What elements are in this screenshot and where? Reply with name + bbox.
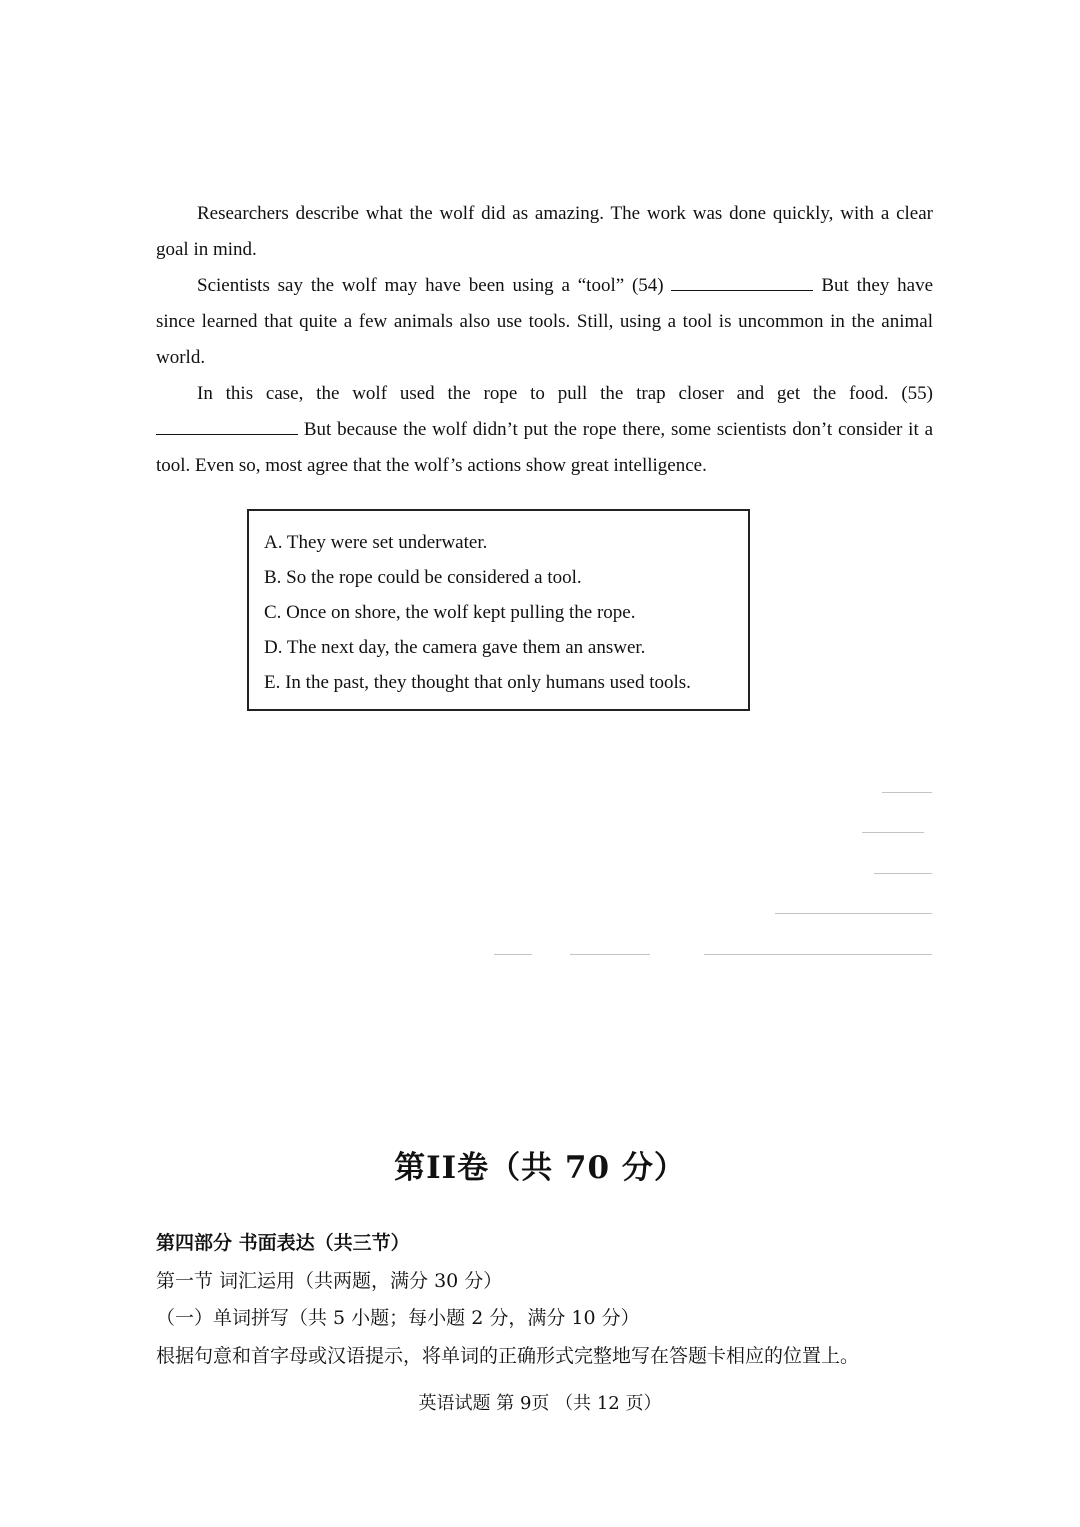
paragraph-1 [156,196,933,268]
option-c: C. Once on shore, the wolf kept pulling the rope. [264,602,636,623]
part-heading: 第四部分 书面表达（共三节） [156,1232,410,1254]
subsection-heading: 第一节 词汇运用（共两题，满分 30 分） [156,1270,503,1292]
paragraph-2-text-after: But they have since learned that quite a few animals also use tools. Still, using a tool is uncommon in the animal world. [156,275,934,368]
answer-blank-54[interactable] [671,276,813,291]
faint-line-5c [704,954,932,955]
item-heading: （一）单词拼写（共 5 小题；每小题 2 分，满分 10 分） [156,1307,640,1329]
faint-line-5a [494,954,532,955]
paragraph-2 [156,268,933,376]
paragraph-3 [156,376,933,484]
faint-line-4 [775,913,932,914]
paragraph-1-text: Researchers describe what the wolf did as amazing. The work was done quickly, with a clear goal in mind. [156,203,933,260]
option-d: D. The next day, the camera gave them an answer. [264,637,646,658]
option-a: A. They were set underwater. [264,532,488,553]
paragraph-3-text-before: In this case, the wolf used the rope to pull the trap closer and get the food. (55) [197,383,933,404]
paragraph-2-text-before: Scientists say the wolf may have been using a “tool” (54) [197,275,664,296]
option-e: E. In the past, they thought that only humans used tools. [264,672,691,693]
page-footer: 英语试题 第 9页 （共 12 页） [418,1393,662,1414]
faint-line-1 [882,792,932,793]
answer-blank-55[interactable] [156,420,298,435]
options-box [247,509,750,711]
option-b: B. So the rope could be considered a tool. [264,567,582,588]
paragraph-3-text-after: But because the wolf didn’t put the rope there, some scientists don’t consider it a tool. Even so, most agree that the wolf’s actions show great intelligence. [156,419,934,476]
faint-line-2 [862,832,924,833]
faint-line-5b [570,954,650,955]
faint-line-3 [874,873,932,874]
section-title: 第II卷（共 70 分） [394,1150,686,1186]
instruction-text: 根据句意和首字母或汉语提示，将单词的正确形式完整地写在答题卡相应的位置上。 [156,1345,860,1367]
